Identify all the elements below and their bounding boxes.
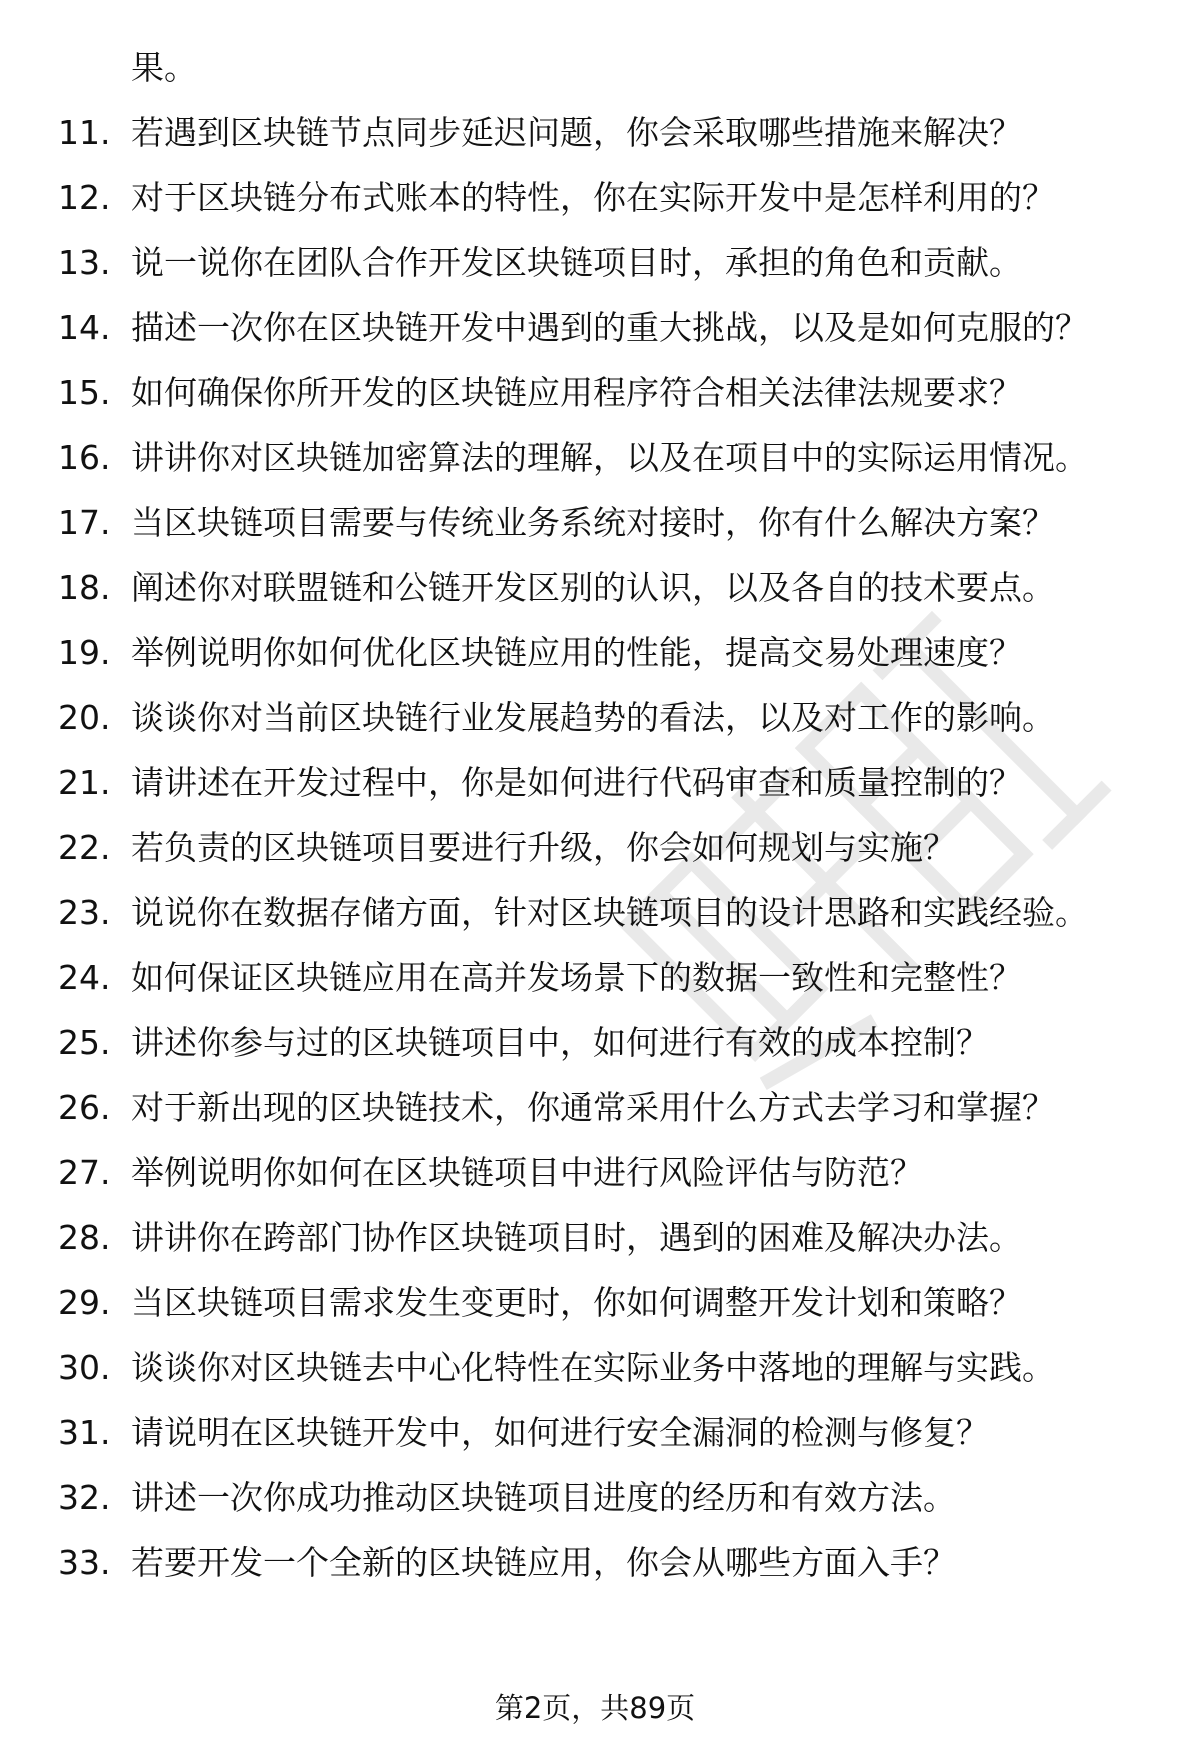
question-text: 举例说明你如何在区块链项目中进行风险评估与防范？ xyxy=(131,1153,923,1192)
question-number: 12. xyxy=(58,178,111,217)
question-number: 23. xyxy=(58,893,111,932)
list-item xyxy=(0,175,1190,221)
list-item xyxy=(0,1085,1190,1131)
list-item xyxy=(0,500,1190,546)
question-number: 16. xyxy=(58,438,111,477)
list-item xyxy=(0,110,1190,156)
question-number: 15. xyxy=(58,373,111,412)
question-number: 27. xyxy=(58,1153,111,1192)
question-text: 阐述你对联盟链和公链开发区别的认识，以及各自的技术要点。 xyxy=(131,568,1055,607)
question-text: 讲讲你对区块链加密算法的理解，以及在项目中的实际运用情况。 xyxy=(131,438,1088,477)
question-text: 举例说明你如何优化区块链应用的性能，提高交易处理速度？ xyxy=(131,633,1022,672)
list-item xyxy=(0,305,1190,351)
question-text: 描述一次你在区块链开发中遇到的重大挑战，以及是如何克服的？ xyxy=(131,308,1088,347)
question-number: 20. xyxy=(58,698,111,737)
question-number: 17. xyxy=(58,503,111,542)
question-text: 如何确保你所开发的区块链应用程序符合相关法律法规要求？ xyxy=(131,373,1022,412)
list-item xyxy=(0,1150,1190,1196)
question-number: 13. xyxy=(58,243,111,282)
list-item xyxy=(0,435,1190,481)
question-text: 讲讲你在跨部门协作区块链项目时，遇到的困难及解决办法。 xyxy=(131,1218,1022,1257)
question-number: 18. xyxy=(58,568,111,607)
question-number: 33. xyxy=(58,1543,111,1582)
list-item xyxy=(0,370,1190,416)
question-text: 对于区块链分布式账本的特性，你在实际开发中是怎样利用的？ xyxy=(131,178,1055,217)
list-item xyxy=(0,1410,1190,1456)
question-number: 22. xyxy=(58,828,111,867)
question-number: 19. xyxy=(58,633,111,672)
question-text: 若遇到区块链节点同步延迟问题，你会采取哪些措施来解决？ xyxy=(131,113,1022,152)
continuation-text: 果。 xyxy=(131,48,197,87)
list-item xyxy=(0,45,1190,91)
question-number: 32. xyxy=(58,1478,111,1517)
list-item xyxy=(0,955,1190,1001)
question-number: 11. xyxy=(58,113,111,152)
list-item xyxy=(0,1020,1190,1066)
question-number: 25. xyxy=(58,1023,111,1062)
list-item xyxy=(0,630,1190,676)
question-text: 谈谈你对区块链去中心化特性在实际业务中落地的理解与实践。 xyxy=(131,1348,1055,1387)
question-text: 如何保证区块链应用在高并发场景下的数据一致性和完整性？ xyxy=(131,958,1022,997)
question-number: 26. xyxy=(58,1088,111,1127)
question-number: 24. xyxy=(58,958,111,997)
question-number: 31. xyxy=(58,1413,111,1452)
list-item xyxy=(0,760,1190,806)
list-item xyxy=(0,1475,1190,1521)
list-item xyxy=(0,565,1190,611)
question-number: 29. xyxy=(58,1283,111,1322)
question-text: 当区块链项目需要与传统业务系统对接时，你有什么解决方案？ xyxy=(131,503,1055,542)
list-item xyxy=(0,695,1190,741)
page-footer: 第2页，共89页 xyxy=(494,1691,696,1725)
question-text: 当区块链项目需求发生变更时，你如何调整开发计划和策略？ xyxy=(131,1283,1022,1322)
list-item xyxy=(0,825,1190,871)
question-number: 28. xyxy=(58,1218,111,1257)
question-text: 对于新出现的区块链技术，你通常采用什么方式去学习和掌握？ xyxy=(131,1088,1055,1127)
list-item xyxy=(0,1345,1190,1391)
question-text: 讲述你参与过的区块链项目中，如何进行有效的成本控制？ xyxy=(131,1023,989,1062)
list-item xyxy=(0,890,1190,936)
question-text: 谈谈你对当前区块链行业发展趋势的看法，以及对工作的影响。 xyxy=(131,698,1055,737)
question-text: 若要开发一个全新的区块链应用，你会从哪些方面入手？ xyxy=(131,1543,956,1582)
list-item xyxy=(0,1280,1190,1326)
list-item xyxy=(0,1540,1190,1586)
list-item xyxy=(0,1215,1190,1261)
question-text: 请说明在区块链开发中，如何进行安全漏洞的检测与修复？ xyxy=(131,1413,989,1452)
question-text: 说一说你在团队合作开发区块链项目时，承担的角色和贡献。 xyxy=(131,243,1022,282)
question-text: 若负责的区块链项目要进行升级，你会如何规划与实施？ xyxy=(131,828,956,867)
question-number: 21. xyxy=(58,763,111,802)
question-text: 说说你在数据存储方面，针对区块链项目的设计思路和实践经验。 xyxy=(131,893,1088,932)
question-text: 讲述一次你成功推动区块链项目进度的经历和有效方法。 xyxy=(131,1478,956,1517)
question-list xyxy=(0,45,1190,1605)
list-item xyxy=(0,240,1190,286)
question-number: 30. xyxy=(58,1348,111,1387)
question-number: 14. xyxy=(58,308,111,347)
question-text: 请讲述在开发过程中，你是如何进行代码审查和质量控制的？ xyxy=(131,763,1022,802)
